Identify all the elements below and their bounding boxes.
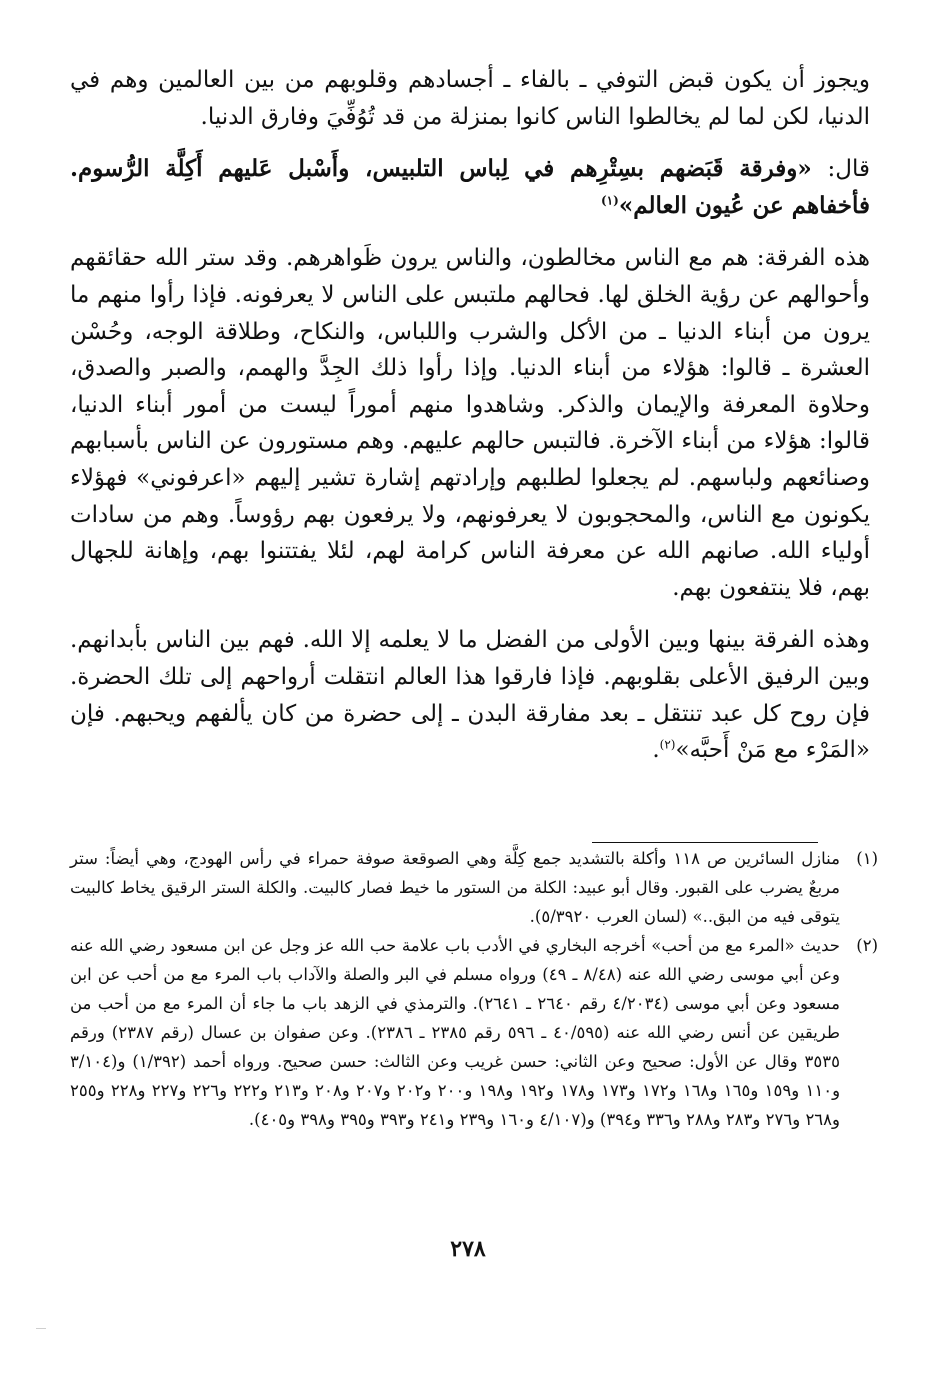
footnote-1 (70, 844, 878, 931)
footnote-2 (70, 931, 878, 1134)
scan-mark (36, 1328, 46, 1329)
quote-text: «وفرقة قَبَضهم بسِتْرِهم في لِباس التلبيس، وأَسْبل عَليهم أَكِلَّة الرُّسوم. فأخفاهم عن عُيون العالم» (70, 155, 870, 219)
footnote-text: حديث «المرء مع من أحب» أخرجه البخاري في الأدب باب علامة حب الله عز وجل عن ابن مسعود رضي الله عنه وعن أبي موسى رضي الله عنه (٨/٤٨ ـ ٤٩) ورواه مسلم في البر والصلة والآداب باب المرء مع من أحب عن ابن مسعود وعن أبي موسى (٤/٢٠٣٤ رقم ٢٦٤٠ ـ ٢٦٤١). والترمذي في الزهد باب ما جاء أن المرء مع من أحب من طريقين عن أنس رضي الله عنه (٤٠/٥٩٥ ـ ٥٩٦ رقم ٢٣٨٥ ـ ٢٣٨٦). وعن صفوان بن عسال (رقم ٢٣٨٧) ورقم ٣٥٣٥ وقال عن الأول: صحيح وعن الثاني: حسن غريب وعن الثالث: حسن صحيح. ورواه أحمد (١/٣٩٢) و(٣/١٠٤ و١١٠ و١٥٩ و١٦٥ و١٦٨ و١٧٢ و١٧٣ و١٧٨ و١٩٢ و١٩٨ و٢٠٠ و٢٠٢ و٢٠٧ و٢٠٨ و٢١٣ و٢٢٢ و٢٢٦ و٢٢٧ و٢٢٨ و٢٥٥ و٢٦٨ و٢٧٦ و٢٨٣ و٢٨٨ و٣٣٦ و٣٩٤) و(٤/١٠٧ و١٦٠ و٢٣٩ و٢٤١ و٣٩٣ و٣٩٥ و٣٩٨ و٤٠٥). (70, 936, 841, 1129)
footnote-ref-2[interactable]: (٢) (659, 737, 676, 752)
quote-paragraph (70, 151, 870, 224)
paragraph-1: ويجوز أن يكون قبض التوفي ـ بالفاء ـ أجسادهم وقلوبهم من بين العالمين وهم في الدنيا، لكن لما لم يخالطوا الناس كانوا بمنزلة من قد تُوُفِّيَ وفارق الدنيا. (70, 67, 870, 130)
paragraph-3 (70, 622, 870, 768)
footnote-text: منازل السائرين ص ١١٨ وأكلة بالتشديد جمع كِلَّة وهي الصوقعة صوفة حمراء في رأس الهودج، وهي أيضاً: ستر مربعٌ يضرب على القبور. وقال أبو عبيد: الكلة من الستور ما خيط فصار كالبيت. والكلة الستر الرقيق يخاط كالبيت يتوقى فيه من البق..» (لسان العرب ٥/٣٩٢٠). (70, 849, 840, 926)
paragraph-3-end: . (652, 737, 660, 764)
page-number: ٢٧٨ (450, 1236, 486, 1262)
footnote-number: (١) (856, 849, 878, 868)
footnote-separator (592, 842, 818, 843)
quote-label: قال: (827, 156, 870, 183)
footnotes (70, 844, 878, 1134)
main-text (70, 62, 870, 769)
paragraph-3-text: وهذه الفرقة بينها وبين الأولى من الفضل ما لا يعلمه إلا الله. فهم بين الناس بأبدانهم. وبين الرفيق الأعلى بقلوبهم. فإذا فارقوا هذا العالم انتقلت أرواحهم إلى تلك الحضرة. فإن روح كل عبد تنتقل ـ بعد مفارقة البدن ـ إلى حضرة من كان يألفهم ويحبهم. فإن «المَرْء مع مَنْ أَحبَّه» (70, 627, 870, 764)
footnote-number: (٢) (856, 936, 878, 955)
paragraph-2: هذه الفرقة: هم مع الناس مخالطون، والناس يرون ظَواهرهم. وقد ستر الله حقائقهم وأحوالهم عن رؤية الخلق لها. فحالهم ملتبس على الناس لا يعرفونه. فإذا رأوا منهم ما يرون من أبناء الدنيا ـ من الأكل والشرب واللباس، والنكاح، وطلاقة الوجه، وحُسْن العشرة ـ قالوا: هؤلاء من أبناء الدنيا. وإذا رأوا ذلك الجِدَّ والهمم، والصبر والصدق، وحلاوة المعرفة والإيمان والذكر. وشاهدوا منهم أموراً ليست من أمور أبناء الدنيا، قالوا: هؤلاء من أبناء الآخرة. فالتبس حالهم عليهم. وهم مستورون عن الناس بأسبابهم وصنائعهم ولباسهم. لم يجعلوا لطلبهم وإرادتهم إشارة تشير إليهم «اعرفوني» فهؤلاء يكونون مع الناس، والمحجوبون لا يعرفونهم، ولا يرفعون بهم رؤوساً. وهم من سادات أولياء الله. صانهم الله عن معرفة الناس كرامة لهم، لئلا يفتتنوا بهم، وإهانة للجهال بهم، فلا ينتفعون بهم. (70, 245, 870, 601)
footnote-ref-1[interactable]: (١) (600, 193, 619, 208)
